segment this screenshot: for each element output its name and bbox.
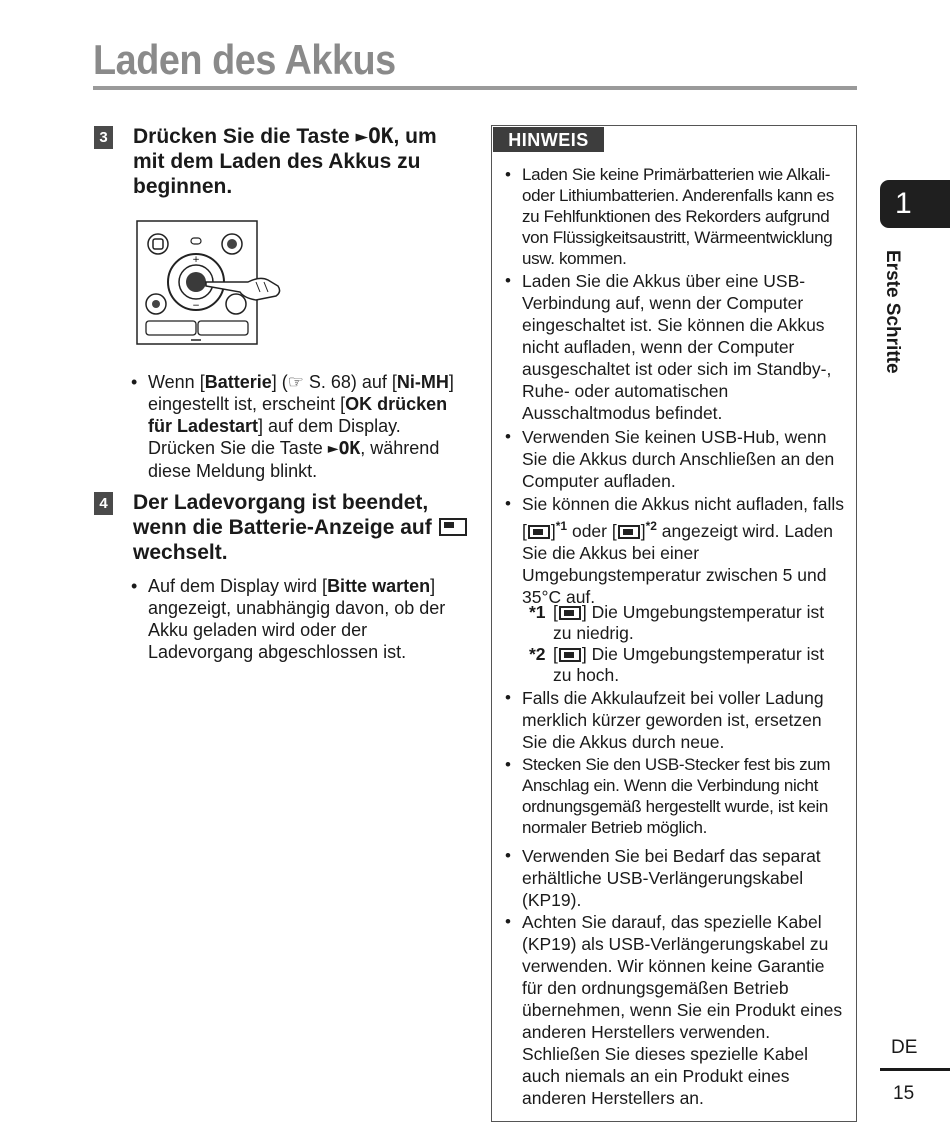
chapter-tab: 1 xyxy=(880,180,950,228)
battery-hot-icon xyxy=(618,525,640,539)
battery-full-icon xyxy=(439,518,467,536)
title-rule xyxy=(93,86,857,90)
svg-text:−: − xyxy=(192,301,200,311)
language-label: DE xyxy=(891,1037,918,1058)
hinweis-label: HINWEIS xyxy=(493,127,604,152)
bullet-text: Wenn [Batterie] (☞ S. 68) auf [Ni-MH] eingestellt ist, erscheint [OK drücken für Ladestart] auf dem Display. Drücken Sie die Taste ►OK, während diese Meldung blinkt. xyxy=(148,372,454,481)
recorder-buttons-illustration xyxy=(136,220,286,348)
battery-hot-icon xyxy=(559,648,581,662)
chapter-label: Erste Schritte xyxy=(882,250,903,374)
battery-cold-icon xyxy=(528,525,550,539)
step-text: Der Ladevorgang ist beendet, wenn die Batterie-Anzeige auf wechselt. xyxy=(133,490,473,565)
page-title: Laden des Akkus xyxy=(93,36,396,83)
bullet-dot: • xyxy=(131,576,138,596)
page-number: 15 xyxy=(893,1083,915,1104)
bullet-dot: • xyxy=(131,372,138,392)
step-number: 3 xyxy=(94,126,113,149)
footer-rule xyxy=(880,1068,950,1071)
bullet-text: Auf dem Display wird [Bitte warten] angezeigt, unabhängig davon, ob der Akku geladen wird oder der Ladevorgang abgeschlossen ist. xyxy=(148,576,446,662)
step-text: Drücken Sie die Taste ►OK, um mit dem Laden des Akkus zu beginnen. xyxy=(133,124,437,198)
svg-text:+: + xyxy=(192,255,200,265)
battery-cold-icon xyxy=(559,606,581,620)
step-number: 4 xyxy=(94,492,113,515)
